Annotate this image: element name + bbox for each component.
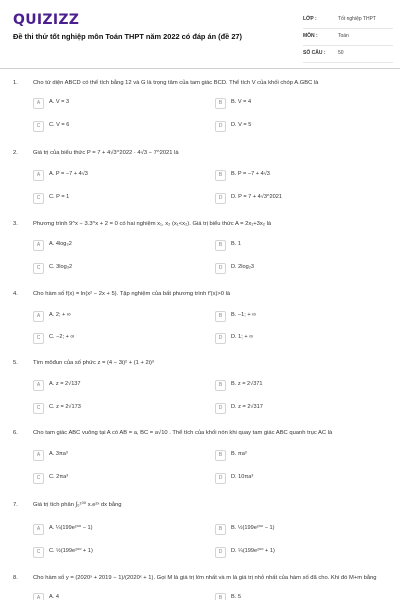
meta-box [303,14,393,65]
option-text: D. V = 5 [231,122,252,128]
option-c[interactable] [33,121,201,132]
question-text: Cho hàm số f(x) = ln(x² − 2x + 5). Tập nghiệm của bất phương trình f′(x)>0 là [33,291,231,297]
option-text: C. P = 1 [49,194,70,200]
option-a[interactable] [33,311,201,322]
question-number: 7. [13,502,18,508]
option-letter-box: C [33,403,44,414]
option-text: B. V = 4 [231,99,252,105]
option-text: C. 3log₃2 [49,264,73,270]
option-letter-box: D [215,263,226,274]
meta-row-count [303,48,393,63]
option-text: B. −1; + ∞ [231,312,257,318]
meta-value: Toán [338,33,349,39]
option-c[interactable] [33,473,201,484]
meta-label: MÔN : [303,33,318,39]
option-letter-box: B [215,240,226,251]
option-a[interactable] [33,170,201,181]
option-text: D. P = 7 + 4√3^2021 [231,194,282,200]
option-letter-box: A [33,170,44,181]
question-text: Giá trị của biểu thức P = 7 + 4√3^2022 · 4√3 − 7^2021 là [33,150,179,156]
question-number: 4. [13,291,18,297]
option-letter-box: A [33,524,44,535]
option-text: A. 3πa³ [49,451,68,457]
option-c[interactable] [33,263,201,274]
option-d[interactable] [215,193,383,204]
question-text: Cho tam giác ABC vuông tại A có AB = a, BC = a√10 . Thể tích của khối nón khi quay tam giác ABC quanh trục AC là [33,430,333,436]
option-b[interactable] [215,380,383,391]
option-letter-box: A [33,240,44,251]
option-letter-box: C [33,263,44,274]
option-text: B. 5 [231,594,241,600]
option-c[interactable] [33,193,201,204]
option-d[interactable] [215,403,383,414]
option-text: D. 10πa³ [231,474,254,480]
option-c[interactable] [33,333,201,344]
option-text: B. z = 2√371 [231,381,263,387]
meta-label: LỚP : [303,16,317,22]
option-text: D. 2log₂3 [231,264,255,270]
option-text: C. z = 2√173 [49,404,81,410]
question-text: Tìm môđun của số phức z = (4 − 3i)² + (1 + 2i)³ [33,360,154,366]
option-letter-box: D [215,121,226,132]
option-d[interactable] [215,121,383,132]
question-number: 6. [13,430,18,436]
question-text: Cho tứ diện ABCD có thể tích bằng 12 và G là trọng tâm của tam giác BCD. Thể tích V của khối chóp A.GBC là [33,80,319,86]
option-letter-box: C [33,547,44,558]
option-b[interactable] [215,593,383,600]
option-text: D. 1; + ∞ [231,334,254,340]
document-title: Đề thi thử tốt nghiệp môn Toán THPT năm 2022 có đáp án (đề 27) [13,32,243,41]
option-letter-box: B [215,170,226,181]
option-c[interactable] [33,403,201,414]
option-letter-box: A [33,380,44,391]
question-text: Phương trình 9^x − 3.3^x + 2 = 0 có hai nghiệm x₁, x₂ (x₁<x₂). Giá trị biểu thức A = 2x₁+3x₂ là [33,221,272,227]
option-a[interactable] [33,380,201,391]
option-a[interactable] [33,593,201,600]
option-letter-box: D [215,193,226,204]
option-letter-box: B [215,311,226,322]
option-letter-box: B [215,98,226,109]
option-a[interactable] [33,524,201,535]
option-text: A. 4 [49,594,59,600]
option-text: A. ¼(199e²⁰⁰ − 1) [49,525,93,531]
option-b[interactable] [215,98,383,109]
question-number: 3. [13,221,18,227]
quizizz-logo: QUIZIZZ [13,12,80,28]
option-a[interactable] [33,98,201,109]
meta-row-subject [303,31,393,46]
option-a[interactable] [33,450,201,461]
option-text: C. −2; + ∞ [49,334,75,340]
option-text: A. z = 2√137 [49,381,81,387]
question-text: Cho hàm số y = (2020ˣ + 2019 − 1)/(2020ˣ + 1). Gọi M là giá trị lớn nhất và m là giá trị nhỏ nhất của hàm số đã cho. Khi đó M+m bằng [33,575,377,581]
question-text: Giá trị tích phân ∫₀¹⁰⁰ x.e²ˣ dx bằng [33,502,122,508]
option-text: C. V = 6 [49,122,70,128]
option-d[interactable] [215,333,383,344]
option-d[interactable] [215,263,383,274]
option-b[interactable] [215,311,383,322]
option-d[interactable] [215,547,383,558]
option-letter-box: D [215,547,226,558]
option-letter-box: B [215,524,226,535]
option-d[interactable] [215,473,383,484]
question-number: 1. [13,80,18,86]
option-text: A. P = −7 + 4√3 [49,171,88,177]
option-letter-box: D [215,403,226,414]
option-letter-box: B [215,593,226,600]
option-c[interactable] [33,547,201,558]
option-a[interactable] [33,240,201,251]
option-text: C. 2πa³ [49,474,69,480]
option-text: B. 1 [231,241,241,247]
option-letter-box: C [33,333,44,344]
option-letter-box: A [33,311,44,322]
option-b[interactable] [215,240,383,251]
option-letter-box: D [215,333,226,344]
option-letter-box: A [33,98,44,109]
meta-value: 50 [338,50,344,56]
option-text: B. ½(199e²⁰⁰ − 1) [231,525,275,531]
option-letter-box: B [215,380,226,391]
option-text: D. ¼(199e²⁰⁰ + 1) [231,548,275,554]
option-text: B. πa³ [231,451,247,457]
question-number: 5. [13,360,18,366]
question-number: 8. [13,575,18,581]
meta-value: Tốt nghiệp THPT [338,16,376,22]
option-letter-box: D [215,473,226,484]
option-text: A. 2; + ∞ [49,312,71,318]
question-number: 2. [13,150,18,156]
meta-row-class [303,14,393,29]
option-letter-box: C [33,121,44,132]
option-letter-box: A [33,450,44,461]
option-text: A. V = 3 [49,99,70,105]
option-text: B. P = −7 + 4√3 [231,171,270,177]
option-text: D. z = 2√317 [231,404,263,410]
option-letter-box: C [33,193,44,204]
option-letter-box: B [215,450,226,461]
quiz-header [0,0,400,69]
option-letter-box: A [33,593,44,600]
option-text: A. 4log₃2 [49,241,72,247]
option-b[interactable] [215,170,383,181]
option-b[interactable] [215,450,383,461]
option-text: C. ½(199e²⁰⁰ + 1) [49,548,93,554]
option-b[interactable] [215,524,383,535]
meta-label: SỐ CÂU : [303,50,326,56]
option-letter-box: C [33,473,44,484]
